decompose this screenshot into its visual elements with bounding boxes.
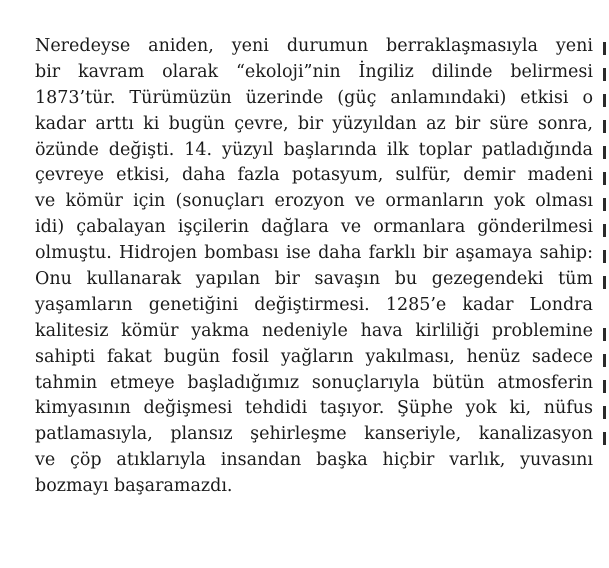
text-line: kadar arttı ki bugün çevre, bir yüzyıldan az bir süre sonra, (35, 113, 593, 134)
text-line: olmuştu. Hidrojen bombası ise daha farklı bir aşamaya sahip: (35, 243, 593, 264)
text-line: Onu kullanarak yapılan bir savaşın bu gezegendeki tüm (35, 269, 593, 290)
text-line: Neredeyse aniden, yeni durumun berraklaşmasıyla yeni (35, 36, 593, 56)
text-line: kalitesiz kömür yakma nedeniyle hava kirliliği problemine (35, 320, 593, 341)
text-line: tahmin etmeye başladığımız sonuçlarıyla bütün atmosferin (35, 372, 593, 393)
text-line: ve kömür için (sonuçları erozyon ve ormanların yok olması (35, 191, 593, 212)
body-paragraph (35, 34, 593, 500)
text-line: bir kavram olarak “ekoloji”nin İngiliz dilinde belirmesi (35, 61, 593, 82)
text-line: çevreye etkisi, daha fazla potasyum, sulfür, demir madeni (35, 165, 593, 186)
text-line: sahipti fakat bugün fosil yağların yakılması, henüz sadece (35, 346, 593, 367)
text-line: 1873’tür. Türümüzün üzerinde (güç anlamındaki) etkisi o (35, 87, 593, 108)
text-line: idi) çabalayan işçilerin dağlara ve ormanlara gönderilmesi (35, 217, 593, 238)
adjacent-column-edge (599, 34, 609, 494)
text-line-last: bozmayı başaramazdı. (35, 476, 233, 497)
text-line: yaşamların genetiğini değiştirmesi. 1285’e kadar Londra (35, 294, 593, 315)
text-line: kimyasının değişmesi tehdidi taşıyor. Şüphe yok ki, nüfus (35, 398, 593, 419)
text-line: özünde değişti. 14. yüzyıl başlarında ilk toplar patladığında (35, 139, 593, 160)
text-line: patlamasıyla, plansız şehirleşme kanseriyle, kanalizasyon (35, 424, 593, 445)
text-line: ve çöp atıklarıyla insandan başka hiçbir varlık, yuvasını (35, 450, 593, 471)
